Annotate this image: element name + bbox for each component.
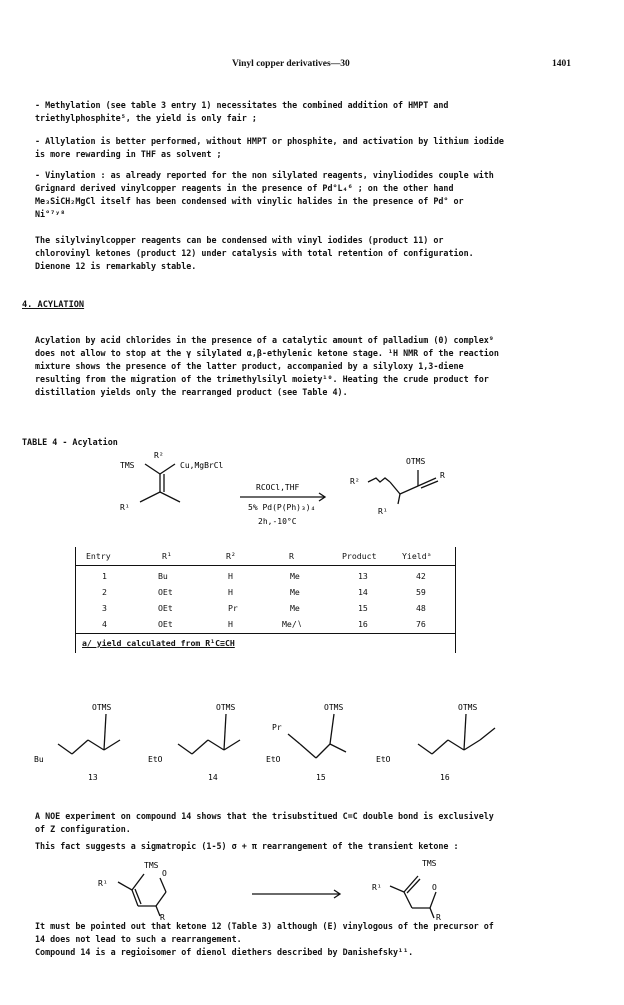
- cell-yield: 48: [416, 603, 426, 613]
- table-row: [76, 603, 455, 617]
- table-row: [76, 619, 455, 634]
- s13-otms: OTMS: [92, 703, 112, 712]
- text-line: - Vinylation : as already reported for the non silylated reagents, vinyliodides couple with: [35, 170, 494, 180]
- section-heading: 4. ACYLATION: [22, 300, 85, 310]
- text-line: chlorovinyl ketones (product 12) under catalysis with total retention of configuration.: [35, 248, 474, 258]
- left-tms: TMS: [144, 861, 159, 870]
- col-r: R: [289, 551, 294, 561]
- text-line: triethylphosphite⁵, the yield is only fair ;: [35, 113, 257, 123]
- text-line: Ni°⁷ʸ⁸: [35, 209, 66, 219]
- table-caption: TABLE 4 - Acylation: [22, 437, 118, 447]
- cell-r2: H: [228, 571, 233, 581]
- left-o: O: [162, 869, 167, 878]
- text-line: - Allylation is better performed, without HMPT or phosphite, and activation by lithium iodide: [35, 136, 504, 146]
- cell-r: Me∕∖: [282, 619, 303, 629]
- text-line: Dienone 12 is remarkably stable.: [35, 261, 197, 271]
- data-table: [75, 547, 456, 653]
- reactant-r1: R¹: [120, 503, 130, 512]
- text-line: does not allow to stop at the γ silylated α,β-ethylenic ketone stage. ¹H NMR of the reaction: [35, 348, 499, 358]
- left-r: R: [160, 913, 165, 920]
- cell-r1: OEt: [158, 603, 173, 613]
- paragraph-ketone12: [35, 920, 494, 959]
- text-line: The silylvinylcopper reagents can be condensed with vinyl iodides (product 11) or: [35, 235, 444, 245]
- reactant-cu: Cu,MgBrCl: [180, 461, 224, 470]
- s13-number: 13: [88, 773, 98, 782]
- cell-yield: 42: [416, 571, 426, 581]
- cell-r2: Pr: [228, 603, 238, 613]
- col-r2: R²: [226, 551, 236, 561]
- text-line: is more rewarding in THF as solvent ;: [35, 149, 222, 159]
- text-line: distillation yields only the rearranged product (see Table 4).: [35, 387, 348, 397]
- table-footnote: a/ yield calculated from R¹C≡CH: [82, 638, 235, 648]
- product-r2: R²: [350, 477, 360, 486]
- table-row: [76, 587, 455, 601]
- right-r: R: [436, 913, 441, 920]
- cell-product: 16: [358, 619, 368, 629]
- cell-r1: OEt: [158, 587, 173, 597]
- cell-yield: 76: [416, 619, 426, 629]
- cell-entry: 2: [102, 587, 107, 597]
- cell-entry: 4: [102, 619, 107, 629]
- text-line: Me₃SiCH₂MgCl itself has been condensed with vinylic halides in the presence of Pd° or: [35, 196, 464, 206]
- cell-r: Me: [290, 571, 300, 581]
- cell-entry: 3: [102, 603, 107, 613]
- s16-sub: EtO: [376, 755, 391, 764]
- reaction-scheme: [100, 444, 500, 534]
- text-line: This fact suggests a sigmatropic (1-5) σ + π rearrangement of the transient ketone :: [35, 841, 459, 851]
- s14-sub: EtO: [148, 755, 163, 764]
- cell-yield: 59: [416, 587, 426, 597]
- s13-sub: Bu: [34, 755, 44, 764]
- text-line: Acylation by acid chlorides in the presence of a catalytic amount of palladium (0) complex⁹: [35, 335, 494, 345]
- cell-r2: H: [228, 587, 233, 597]
- right-o: O: [432, 883, 437, 892]
- text-line: A NOE experiment on compound 14 shows that the trisubstitued C=C double bond is exclusively: [35, 811, 494, 821]
- paragraph-noe: [35, 810, 494, 853]
- running-title: Vinyl copper derivatives—30: [232, 59, 350, 69]
- cell-product: 14: [358, 587, 368, 597]
- text-line: mixture shows the presence of the latter product, accompanied by a silyloxy 1,3-diene: [35, 361, 464, 371]
- cell-product: 15: [358, 603, 368, 613]
- text-line: 14 does not lead to such a rearrangement.: [35, 934, 242, 944]
- text-line: resulting from the migration of the trimethylsilyl moiety¹⁰. Heating the crude product for: [35, 374, 489, 384]
- right-r1: R¹: [372, 883, 382, 892]
- cell-r: Me: [290, 603, 300, 613]
- s15-sub: EtO: [266, 755, 281, 764]
- text-line: Grignard derived vinylcopper reagents in the presence of Pd°L₄⁶ ; on the other hand: [35, 183, 454, 193]
- product-otms: OTMS: [406, 457, 426, 466]
- rearrangement-scheme: [90, 858, 470, 920]
- text-line: - Methylation (see table 3 entry 1) necessitates the combined addition of HMPT and: [35, 100, 449, 110]
- s14-number: 14: [208, 773, 218, 782]
- s14-otms: OTMS: [216, 703, 236, 712]
- s15-pr: Pr: [272, 723, 282, 732]
- table-header-row: [76, 547, 455, 566]
- s16-number: 16: [440, 773, 450, 782]
- cell-product: 13: [358, 571, 368, 581]
- bullet-methylation: [35, 99, 448, 125]
- catalyst-label: 5% Pd(P(Ph)₃)₄: [248, 503, 316, 512]
- paragraph-acylation: [35, 334, 499, 399]
- col-product: Product: [342, 551, 377, 561]
- conditions-label: 2h,-10°C: [258, 517, 297, 526]
- right-tms: TMS: [422, 859, 437, 868]
- col-entry: Entry: [86, 551, 111, 561]
- table-row: [76, 571, 455, 585]
- cell-r1: Bu: [158, 571, 168, 581]
- product-r: R: [440, 471, 445, 480]
- reactant-r2: R²: [154, 451, 164, 460]
- reagent-label: RCOCl,THF: [256, 483, 300, 492]
- text-line: of Z configuration.: [35, 824, 131, 834]
- s15-otms: OTMS: [324, 703, 344, 712]
- cell-entry: 1: [102, 571, 107, 581]
- cell-r: Me: [290, 587, 300, 597]
- bullet-allylation: [35, 135, 504, 161]
- bullet-vinylation: [35, 169, 494, 221]
- cell-r1: OEt: [158, 619, 173, 629]
- s15-number: 15: [316, 773, 326, 782]
- left-r1: R¹: [98, 879, 108, 888]
- product-structures: [30, 700, 590, 795]
- text-line: Compound 14 is a regioisomer of dienol diethers described by Danishefsky¹¹.: [35, 947, 414, 957]
- col-yield: Yieldᵃ: [402, 551, 432, 561]
- s16-otms: OTMS: [458, 703, 478, 712]
- paragraph-silylvinylcopper: [35, 234, 474, 273]
- cell-r2: H: [228, 619, 233, 629]
- text-line: It must be pointed out that ketone 12 (Table 3) although (E) vinylogous of the precursor of: [35, 921, 494, 931]
- product-r1: R¹: [378, 507, 388, 516]
- reactant-tms: TMS: [120, 461, 135, 470]
- page-number: 1401: [552, 59, 571, 69]
- col-r1: R¹: [162, 551, 172, 561]
